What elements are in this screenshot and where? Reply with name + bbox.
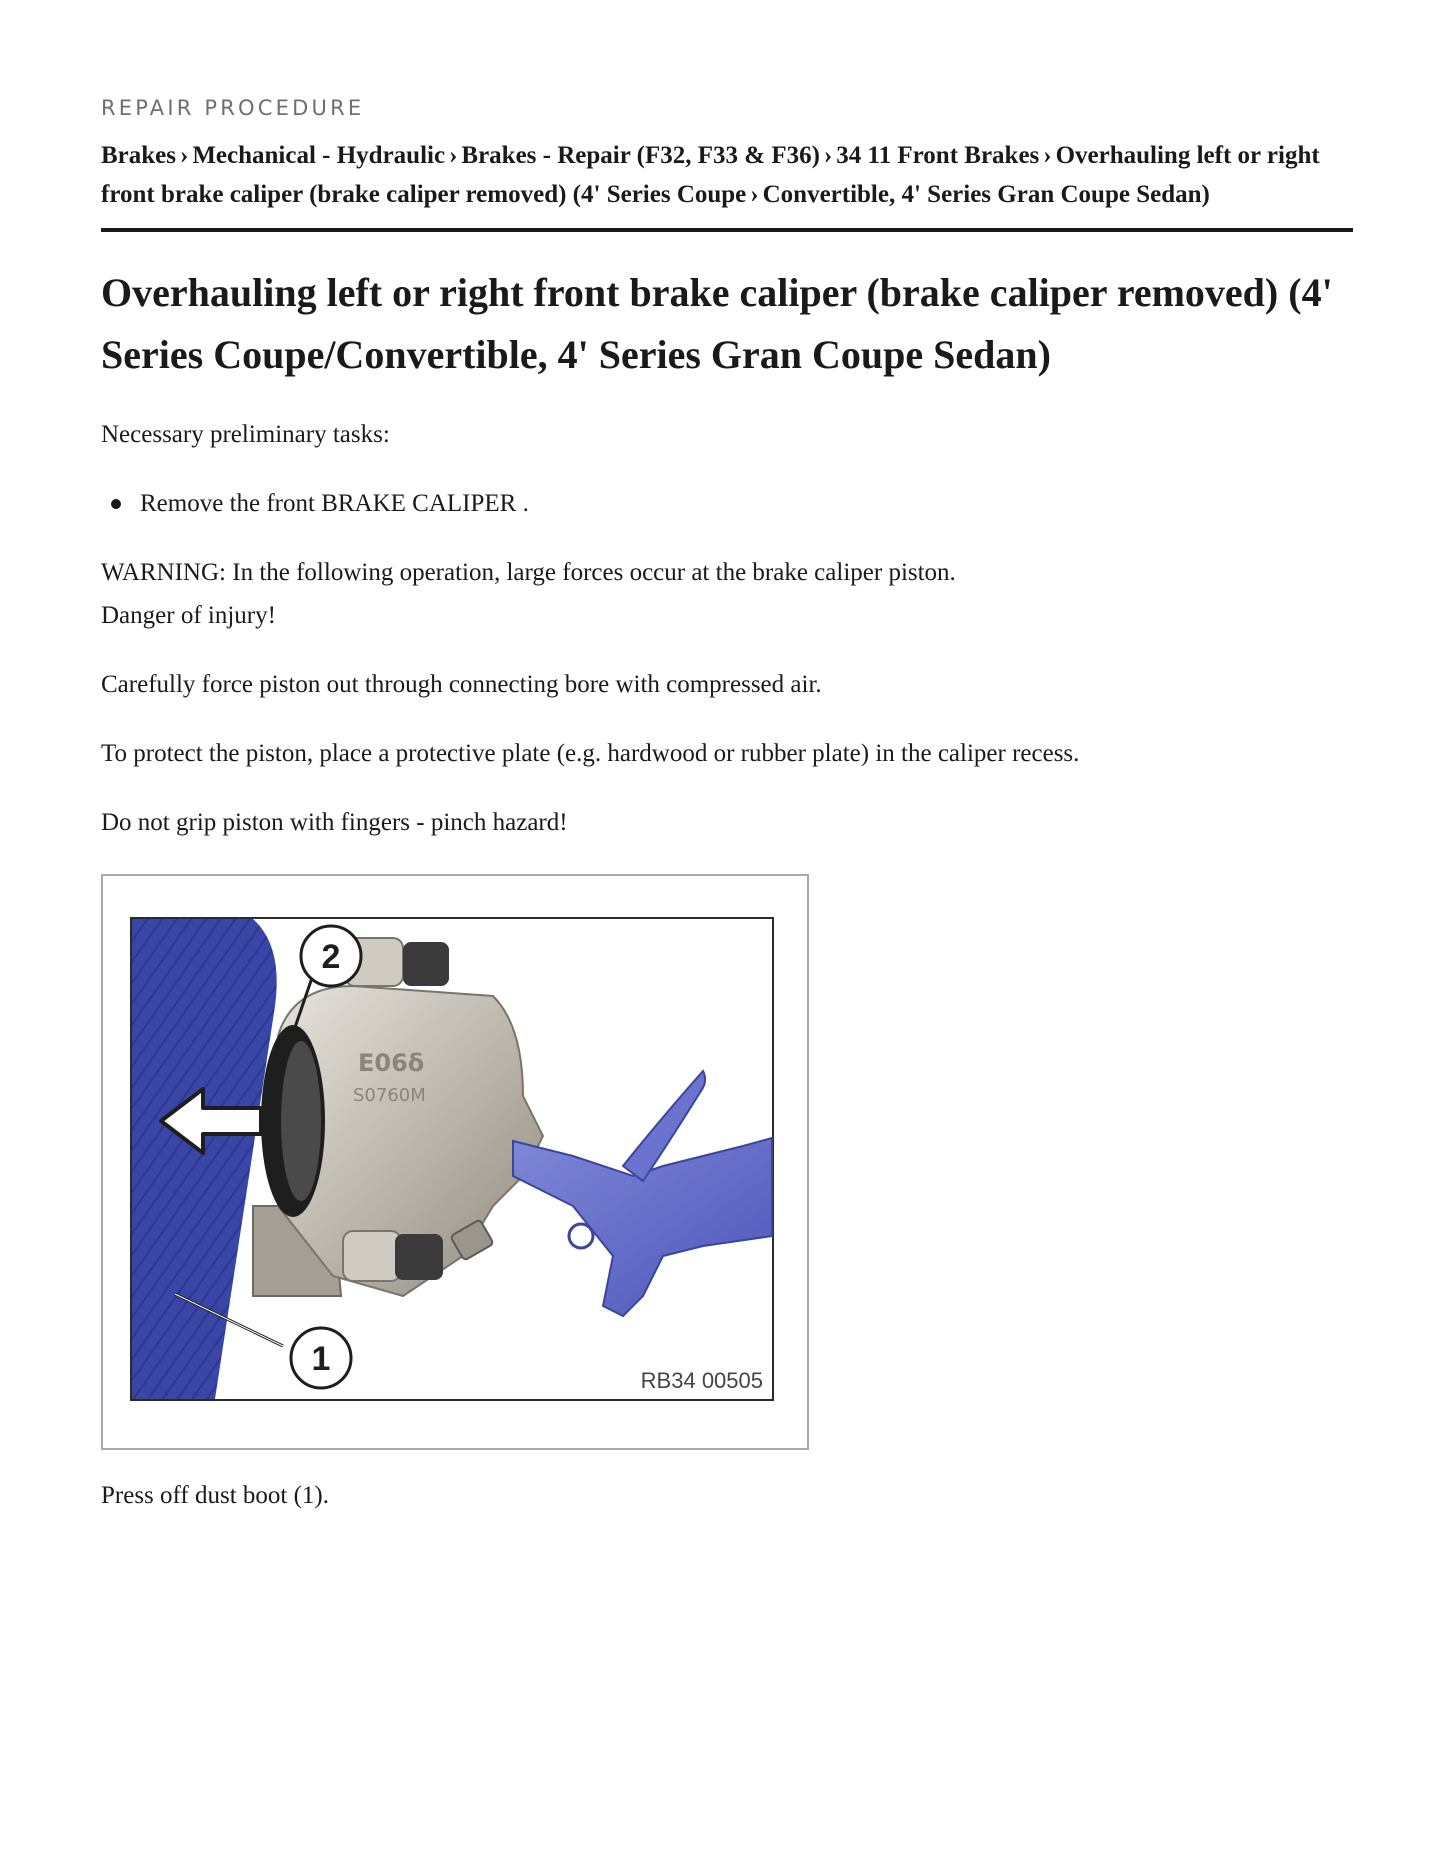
breadcrumb-separator: › — [449, 142, 458, 169]
breadcrumb-separator: › — [180, 142, 189, 169]
breadcrumb-separator: › — [750, 181, 759, 208]
header-divider — [101, 228, 1353, 232]
procedure-figure — [101, 874, 809, 1450]
breadcrumb — [101, 136, 1353, 214]
bullet-icon — [111, 499, 121, 509]
warning-text: Danger of injury! — [101, 602, 276, 629]
caliper-marking: E06δ — [358, 1049, 425, 1077]
caliper-illustration — [103, 876, 807, 1448]
breadcrumb-item[interactable]: Brakes - Repair (F32, F33 & F36) — [461, 142, 820, 169]
guide-bushing-lower — [395, 1234, 443, 1280]
breadcrumb-separator: › — [1043, 142, 1052, 169]
callout-number-2: 2 — [321, 938, 341, 976]
image-code: RB34 00505 — [640, 1368, 763, 1393]
step-text: Press off dust boot (1). — [101, 1482, 330, 1509]
breadcrumb-separator: › — [823, 142, 833, 169]
page-title — [101, 262, 1353, 386]
page-title-line: Series Coupe/Convertible, 4' Series Gran Coupe Sedan) — [101, 332, 1051, 377]
breadcrumb-item[interactable]: Mechanical - Hydraulic — [192, 142, 446, 169]
guide-sleeve-lower — [343, 1231, 401, 1281]
breadcrumb-item[interactable]: Brakes — [101, 142, 176, 169]
step-text: Do not grip piston with fingers - pinch hazard! — [101, 809, 568, 836]
preliminary-label: Necessary preliminary tasks: — [101, 421, 390, 448]
caliper-marking: S0760M — [353, 1085, 426, 1106]
section-kicker: REPAIR PROCEDURE — [101, 96, 365, 120]
guide-bushing-upper — [403, 942, 449, 986]
breadcrumb-item[interactable]: 34 11 Front Brakes — [836, 142, 1040, 169]
preliminary-task-item: Remove the front BRAKE CALIPER . — [140, 490, 529, 517]
breadcrumb-item[interactable]: Overhauling left or right front brake caliper (brake caliper removed) (4' Series Coupe — [101, 142, 1320, 208]
piston — [281, 1041, 321, 1201]
step-text: To protect the piston, place a protective plate (e.g. hardwood or rubber plate) in the caliper recess. — [101, 740, 1080, 767]
page-title-line: Overhauling left or right front brake caliper (brake caliper removed) (4' — [101, 270, 1333, 315]
step-text: Carefully force piston out through connecting bore with compressed air. — [101, 671, 822, 698]
callout-number-1: 1 — [311, 1340, 331, 1378]
air-gun-hang-hook — [569, 1224, 593, 1248]
warning-text: WARNING: In the following operation, large forces occur at the brake caliper piston. — [101, 559, 956, 586]
breadcrumb-item[interactable]: Convertible, 4' Series Gran Coupe Sedan) — [762, 181, 1210, 208]
